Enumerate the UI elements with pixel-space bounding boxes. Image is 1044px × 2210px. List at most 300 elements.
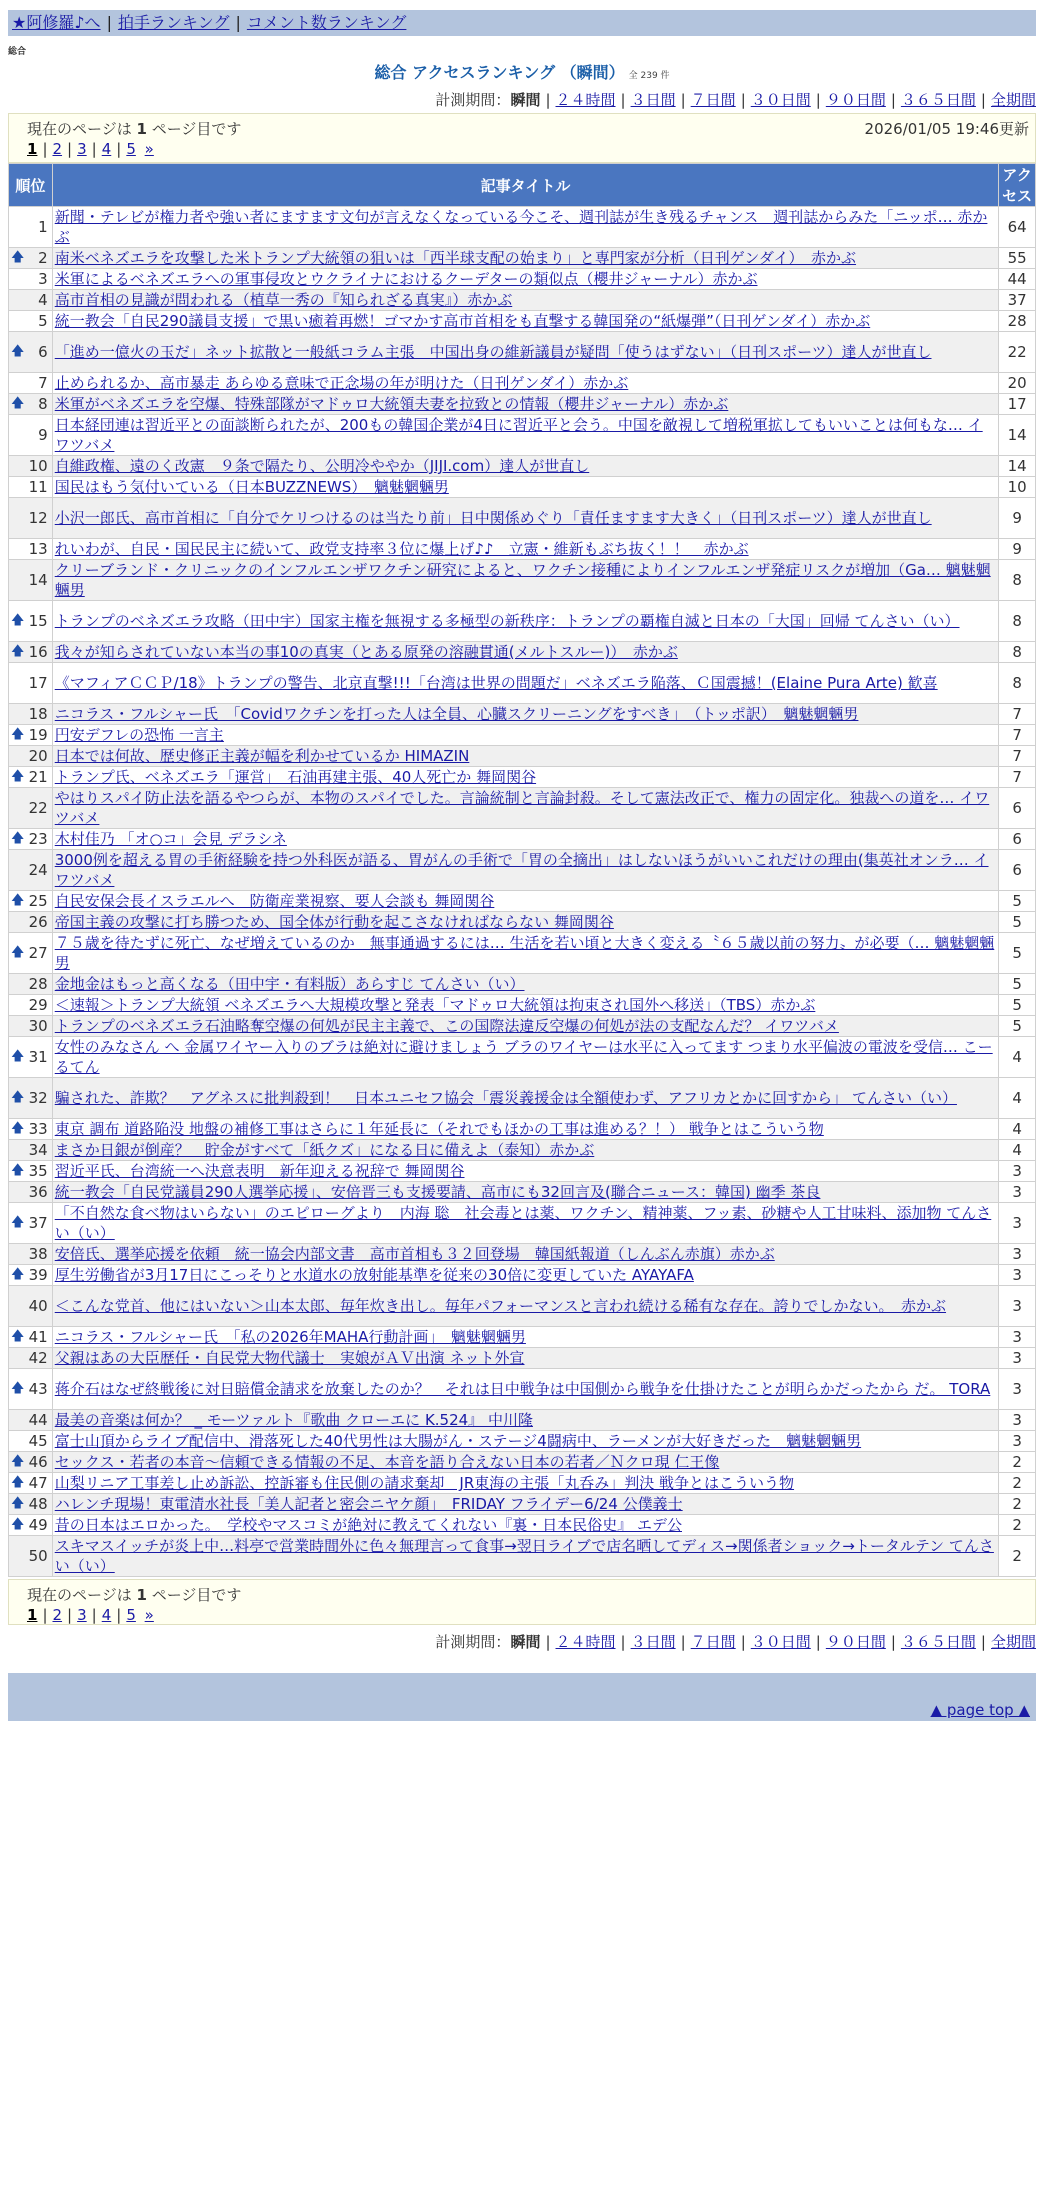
period-separator: | xyxy=(980,91,986,109)
title-cell xyxy=(52,1119,999,1140)
rank-cell xyxy=(9,1536,53,1577)
rank-cell xyxy=(9,560,53,601)
access-count: 8 xyxy=(999,560,1036,601)
period-option[interactable]: ２４時間 xyxy=(555,1633,616,1651)
rank-cell xyxy=(9,1203,53,1244)
current-page-suffix: ページ目です xyxy=(151,120,242,138)
rank-number: 45 xyxy=(28,1432,48,1450)
table-row xyxy=(9,1244,1036,1265)
current-page-number: 1 xyxy=(136,1586,147,1604)
article-title-link[interactable]: 富士山頂からライブ配信中、滑落死した40代男性は大腸がん・ステージ4闘病中、ラーメンが大好きだった 魑魅魍魎男 xyxy=(54,1432,862,1450)
rank-cell xyxy=(9,394,53,415)
page-separator: | xyxy=(42,1606,48,1624)
period-option[interactable]: ２４時間 xyxy=(555,91,616,109)
period-selector xyxy=(0,89,1036,109)
article-title-link[interactable]: クリーブランド・クリニックのインフルエンザワクチン研究によると、ワクチン接種によりインフルエンザ発症リスクが増加（Ga… 魑魅魍魎男 xyxy=(54,561,991,599)
article-title-link[interactable]: トランプのベネズエラ石油略奪空爆の何処が民主主義で、この国際法違反空爆の何処が法の支配なんだ？ イワツバメ xyxy=(54,1017,839,1035)
table-row xyxy=(9,642,1036,663)
rank-number: 41 xyxy=(28,1328,48,1346)
table-row xyxy=(9,311,1036,332)
rank-cell xyxy=(9,995,53,1016)
table-row xyxy=(9,725,1036,746)
rank-cell xyxy=(9,1161,53,1182)
access-count: 8 xyxy=(999,663,1036,704)
rank-number: 48 xyxy=(28,1495,48,1513)
article-title-link[interactable]: 国民はもう気付いている（日本BUZZNEWS） 魑魅魍魎男 xyxy=(54,478,449,496)
rank-number: 4 xyxy=(38,291,48,309)
access-count: 3 xyxy=(999,1369,1036,1410)
period-option[interactable]: ３０日間 xyxy=(750,1633,811,1651)
article-title-link[interactable]: 《マフィアＣＣＰ/18》トランプの警告、北京直撃!!!「台湾は世界の問題だ」ベネズエラ陥落、Ｃ国震撼！(Elaine Pura Arte) 歓喜 xyxy=(54,674,938,692)
rank-number: 10 xyxy=(28,457,48,475)
access-count: 20 xyxy=(999,373,1036,394)
title-cell xyxy=(52,290,999,311)
table-row xyxy=(9,207,1036,248)
rank-cell xyxy=(9,1265,53,1286)
title-cell xyxy=(52,663,999,704)
article-title-link[interactable]: 統一教会「自民290議員支援」で黒い癒着再燃！ゴマかす高市首相をも直撃する韓国発の“紙爆弾”（日刊ゲンダイ）赤かぶ xyxy=(54,312,871,330)
period-option[interactable]: ３６５日間 xyxy=(900,1633,976,1651)
title-cell xyxy=(52,332,999,373)
period-option[interactable]: ３６５日間 xyxy=(900,91,976,109)
rank-number: 47 xyxy=(28,1474,48,1492)
page-link[interactable]: 4 xyxy=(101,140,112,158)
article-title-link[interactable]: 自民安保会長イスラエルへ 防衛産業視察、要人会談も 舞岡関谷 xyxy=(54,892,495,910)
access-count: 28 xyxy=(999,311,1036,332)
period-separator: | xyxy=(815,1633,821,1651)
rank-up-arrow-icon: 🡅 xyxy=(11,1475,25,1490)
article-title-link[interactable]: 木村佳乃 「オ○コ」会見 デラシネ xyxy=(54,830,287,848)
access-count: 2 xyxy=(999,1494,1036,1515)
rank-up-arrow-icon: 🡅 xyxy=(11,250,25,265)
rank-cell xyxy=(9,456,53,477)
access-count: 9 xyxy=(999,539,1036,560)
rank-number: 37 xyxy=(28,1214,48,1232)
title-cell xyxy=(52,1286,999,1327)
page-link[interactable]: 1 xyxy=(27,140,38,158)
period-option[interactable]: ３０日間 xyxy=(750,91,811,109)
access-count: 4 xyxy=(999,1119,1036,1140)
table-row xyxy=(9,1327,1036,1348)
access-count: 3 xyxy=(999,1348,1036,1369)
rank-number: 30 xyxy=(28,1017,48,1035)
title-cell xyxy=(52,1369,999,1410)
access-count: 8 xyxy=(999,642,1036,663)
table-row xyxy=(9,1037,1036,1078)
rank-cell xyxy=(9,1431,53,1452)
article-title-link[interactable]: セックス・若者の本音〜信頼できる情報の不足、本音を語り合えない日本の若者／Ｎクロ現 仁王像 xyxy=(54,1453,720,1471)
page-top-bar xyxy=(8,1699,1036,1721)
period-option[interactable]: ９０日間 xyxy=(825,1633,886,1651)
page-link[interactable]: 3 xyxy=(77,140,87,158)
title-cell xyxy=(52,704,999,725)
article-title-link[interactable]: 「不自然な食べ物はいらない」のエピローグより 内海 聡 社会毒とは薬、ワクチン、精神薬、フッ素、砂糖や人工甘味料、添加物 てんさい（い） xyxy=(54,1204,992,1242)
rank-number: 20 xyxy=(28,747,48,765)
rank-number: 26 xyxy=(28,913,48,931)
table-row xyxy=(9,1265,1036,1286)
rank-up-arrow-icon: 🡅 xyxy=(11,1496,25,1511)
page-link[interactable]: 2 xyxy=(52,1606,63,1624)
article-title-link[interactable]: まさか日銀が倒産？ 貯金がすべて「紙クズ」になる日に備えよ（泰知）赤かぶ xyxy=(54,1141,595,1159)
nav-separator: | xyxy=(106,13,112,32)
access-count: 10 xyxy=(999,477,1036,498)
rank-cell xyxy=(9,1078,53,1119)
title-cell xyxy=(52,725,999,746)
title-cell xyxy=(52,1203,999,1244)
pagination-box-top xyxy=(8,113,1036,163)
rank-number: 24 xyxy=(28,861,48,879)
title-cell xyxy=(52,1410,999,1431)
access-count: 9 xyxy=(999,498,1036,539)
table-row xyxy=(9,850,1036,891)
title-cell xyxy=(52,1265,999,1286)
period-separator: | xyxy=(890,91,896,109)
rank-cell xyxy=(9,1369,53,1410)
access-count: 3 xyxy=(999,1161,1036,1182)
rank-number: 35 xyxy=(28,1162,48,1180)
page-separator: | xyxy=(91,140,97,158)
table-row xyxy=(9,498,1036,539)
page-links xyxy=(27,140,154,158)
title-cell xyxy=(52,1473,999,1494)
title-cell xyxy=(52,498,999,539)
access-count: 6 xyxy=(999,829,1036,850)
period-separator: | xyxy=(680,1633,686,1651)
article-count: 全 239 件 xyxy=(628,71,670,81)
table-row xyxy=(9,1182,1036,1203)
rank-cell xyxy=(9,788,53,829)
rank-number: 50 xyxy=(28,1547,48,1565)
clap-ranking-link[interactable]: 拍手ランキング xyxy=(117,13,230,32)
page-separator: | xyxy=(91,1606,97,1624)
table-row xyxy=(9,704,1036,725)
page-title-text: 総合 アクセスランキング （瞬間） xyxy=(374,63,625,82)
title-cell xyxy=(52,767,999,788)
article-title-link[interactable]: 金地金はもっと高くなる（田中宇・有料版）あらすじ てんさい（い） xyxy=(54,975,525,993)
period-option: 瞬間 xyxy=(510,91,541,109)
access-count: 4 xyxy=(999,1078,1036,1119)
rank-cell xyxy=(9,477,53,498)
table-row xyxy=(9,415,1036,456)
article-title-link[interactable]: 我々が知らされていない本当の事10の真実（とある原発の溶融貫通(メルトスルー)） 赤かぶ xyxy=(54,643,678,661)
article-title-link[interactable]: スキマスイッチが炎上中…料亭で営業時間外に色々無理言って食事→翌日ライブで店名晒してディス→関係者ショック→トータルテン てんさい（い） xyxy=(54,1537,994,1575)
access-count: 2 xyxy=(999,1452,1036,1473)
rank-number: 17 xyxy=(28,674,48,692)
table-row xyxy=(9,1078,1036,1119)
period-option[interactable]: 全期間 xyxy=(990,91,1036,109)
rank-number: 36 xyxy=(28,1183,48,1201)
article-title-link[interactable]: 「進め一億火の玉だ」ネット拡散と一般紙コラム主張 中国出身の維新議員が疑問「使うはずない」（日刊スポーツ）達人が世直し xyxy=(54,343,932,361)
title-cell xyxy=(52,1348,999,1369)
title-cell xyxy=(52,1327,999,1348)
title-cell xyxy=(52,1431,999,1452)
rank-up-arrow-icon: 🡅 xyxy=(11,831,25,846)
table-row xyxy=(9,539,1036,560)
page-link[interactable]: 3 xyxy=(77,1606,87,1624)
article-title-link[interactable]: トランプ氏、ベネズエラ「運営」 石油再建主張、40人死亡か 舞岡関谷 xyxy=(54,768,537,786)
rank-up-arrow-icon: 🡅 xyxy=(11,1517,25,1532)
rank-cell xyxy=(9,746,53,767)
period-separator: | xyxy=(740,91,746,109)
access-count: 7 xyxy=(999,767,1036,788)
rank-number: 38 xyxy=(28,1245,48,1263)
current-page-info xyxy=(27,118,241,139)
table-row xyxy=(9,248,1036,269)
rank-number: 34 xyxy=(28,1141,48,1159)
article-title-link[interactable]: 南米ベネズエラを攻撃した米トランプ大統領の狙いは「西半球支配の始まり」と専門家が分析（日刊ゲンダイ） 赤かぶ xyxy=(54,249,857,267)
rank-cell xyxy=(9,1244,53,1265)
access-count: 6 xyxy=(999,788,1036,829)
rank-cell xyxy=(9,1016,53,1037)
rank-cell xyxy=(9,725,53,746)
period-option[interactable]: 全期間 xyxy=(990,1633,1036,1651)
article-title-link[interactable]: 3000例を超える胃の手術経験を持つ外科医が語る、胃がんの手術で「胃の全摘出」はしないほうがいいこれだけの理由(集英社オンラ… イワツバメ xyxy=(54,851,989,889)
article-title-link[interactable]: 女性のみなさん へ 金属ワイヤー入りのブラは絶対に避けましょう ブラのワイヤーは水平に入ってます つまり水平偏波の電波を受信… こーるてん xyxy=(54,1038,993,1076)
rank-cell xyxy=(9,539,53,560)
article-title-link[interactable]: 最美の音楽は何か？ _ モーツァルト『歌曲 クローエに K.524』 中川隆 xyxy=(54,1411,533,1429)
article-title-link[interactable]: 日本では何故、歴史修正主義が幅を利かせているか HIMAZIN xyxy=(54,747,470,765)
article-title-link[interactable]: 山梨リニア工事差し止め訴訟、控訴審も住民側の請求棄却 JR東海の主張「丸呑み」判決 戦争とはこういう物 xyxy=(54,1474,795,1492)
rank-cell xyxy=(9,1327,53,1348)
access-count: 3 xyxy=(999,1327,1036,1348)
article-title-link[interactable]: トランプのベネズエラ攻略（田中宇）国家主権を無視する多極型の新秩序：トランプの覇権自滅と日本の「大国」回帰 てんさい（い） xyxy=(54,612,960,630)
page-separator: | xyxy=(67,1606,73,1624)
rank-cell xyxy=(9,248,53,269)
access-count: 5 xyxy=(999,1016,1036,1037)
article-title-link[interactable]: 統一教会「自民党議員290人選挙応援」、安倍晋三も支援要請、高市にも32回言及(聯合ニュース：韓国) 幽季 茶良 xyxy=(54,1183,821,1201)
article-title-link[interactable]: 習近平氏、台湾統一へ決意表明 新年迎える祝辞で 舞岡関谷 xyxy=(54,1162,465,1180)
rank-up-arrow-icon: 🡅 xyxy=(11,1454,25,1469)
rank-up-arrow-icon: 🡅 xyxy=(11,1215,25,1230)
page-separator: | xyxy=(67,140,73,158)
rank-number: 3 xyxy=(38,270,48,288)
rank-number: 8 xyxy=(38,395,48,413)
page-separator: | xyxy=(42,140,48,158)
article-title-link[interactable]: 安倍氏、選挙応援を依頼 統一協会内部文書 高市首相も３２回登場 韓国紙報道（しんぶん赤旗）赤かぶ xyxy=(54,1245,775,1263)
rank-number: 15 xyxy=(28,612,48,630)
table-row xyxy=(9,290,1036,311)
table-row xyxy=(9,456,1036,477)
article-title-link[interactable]: ニコラス・フルシャー氏 「Covidワクチンを打った人は全員、心臓スクリーニングをすべき」 （トッポ訳） 魑魅魍魎男 xyxy=(54,705,859,723)
article-title-link[interactable]: ニコラス・フルシャー氏 「私の2026年MAHA行動計画」 魑魅魍魎男 xyxy=(54,1328,526,1346)
rank-up-arrow-icon: 🡅 xyxy=(11,1267,25,1282)
rank-cell xyxy=(9,1473,53,1494)
access-count: 7 xyxy=(999,725,1036,746)
rank-cell xyxy=(9,933,53,974)
rank-cell xyxy=(9,642,53,663)
article-title-link[interactable]: 自維政権、遠のく改憲 ９条で隔たり、公明冷ややか（JIJI.com）達人が世直し xyxy=(54,457,590,475)
article-title-link[interactable]: れいわが、自民・国民民主に続いて、政党支持率３位に爆上げ♪♪ 立憲・維新もぶち抜く！！ 赤かぶ xyxy=(54,540,749,558)
current-page-prefix: 現在のページは xyxy=(27,1586,132,1604)
article-title-link[interactable]: ＜こんな党首、他にはいない＞山本太郎、毎年炊き出し。毎年パフォーマンスと言われ続ける稀有な存在。誇りでしかない。 赤かぶ xyxy=(54,1297,947,1315)
access-count: 3 xyxy=(999,1410,1036,1431)
page-link[interactable]: 1 xyxy=(27,1606,38,1624)
rank-cell xyxy=(9,1140,53,1161)
title-cell xyxy=(52,1037,999,1078)
access-count: 3 xyxy=(999,1286,1036,1327)
rank-number: 16 xyxy=(28,643,48,661)
footer-bar xyxy=(8,1673,1036,1699)
period-separator: | xyxy=(680,91,686,109)
table-row xyxy=(9,373,1036,394)
title-cell xyxy=(52,1536,999,1577)
title-cell xyxy=(52,933,999,974)
rank-number: 13 xyxy=(28,540,48,558)
article-title-link[interactable]: 蒋介石はなぜ終戦後に対日賠償金請求を放棄したのか？ それは日中戦争は中国側から戦争を仕掛けたことが明らかだったから だ。 TORA xyxy=(54,1380,991,1398)
article-title-link[interactable]: やはりスパイ防止法を語るやつらが、本物のスパイでした。言論統制と言論封殺。そして憲法改正で、権力の固定化。独裁への道を… イワツバメ xyxy=(54,789,990,827)
article-title-link[interactable]: ハレンチ現場！東電清水社長「美人記者と密会ニヤケ顔」 FRIDAY フライデー6/24 公僕義士 xyxy=(54,1495,683,1513)
title-cell xyxy=(52,974,999,995)
title-cell xyxy=(52,642,999,663)
period-separator: | xyxy=(890,1633,896,1651)
comment-ranking-link[interactable]: コメント数ランキング xyxy=(246,13,407,32)
article-title-link[interactable]: ７５歳を待たずに死亡、なぜ増えているのか 無事通過するには… 生活を若い頃と大きく変える〝６５歳以前の努力〟が必要（… 魑魅魍魎男 xyxy=(54,934,995,972)
access-count: 6 xyxy=(999,850,1036,891)
rank-number: 9 xyxy=(38,426,48,444)
page-separator: | xyxy=(116,140,122,158)
table-row xyxy=(9,601,1036,642)
table-row xyxy=(9,269,1036,290)
article-title-link[interactable]: 米軍によるベネズエラへの軍事侵攻とウクライナにおけるクーデターの類似点（櫻井ジャーナル）赤かぶ xyxy=(54,270,758,288)
access-count: 17 xyxy=(999,394,1036,415)
nav-separator: | xyxy=(235,13,241,32)
access-count: 14 xyxy=(999,456,1036,477)
table-row xyxy=(9,332,1036,373)
rank-cell xyxy=(9,1119,53,1140)
rank-number: 28 xyxy=(28,975,48,993)
rank-number: 1 xyxy=(38,218,48,236)
rank-cell xyxy=(9,767,53,788)
page-top-link[interactable]: ▲ page top ▲ xyxy=(930,1701,1030,1719)
rank-up-arrow-icon: 🡅 xyxy=(11,945,25,960)
ranking-table xyxy=(8,163,1036,1577)
next-page-link[interactable]: » xyxy=(144,1606,154,1624)
rank-number: 42 xyxy=(28,1349,48,1367)
updated-timestamp: 2026/01/05 19:46更新 xyxy=(864,120,1029,138)
rank-up-arrow-icon: 🡅 xyxy=(11,769,25,784)
table-row xyxy=(9,663,1036,704)
rank-number: 19 xyxy=(28,726,48,744)
rank-cell xyxy=(9,1515,53,1536)
rank-number: 32 xyxy=(28,1089,48,1107)
rank-number: 5 xyxy=(38,312,48,330)
next-page-link[interactable]: » xyxy=(144,140,154,158)
access-count: 5 xyxy=(999,891,1036,912)
rank-number: 23 xyxy=(28,830,48,848)
access-count: 22 xyxy=(999,332,1036,373)
rank-cell xyxy=(9,850,53,891)
article-title-link[interactable]: 高市首相の見識が問われる（植草一秀の『知られざる真実』）赤かぶ xyxy=(54,291,513,309)
title-cell xyxy=(52,1452,999,1473)
col-header-rank: 順位 xyxy=(9,164,53,207)
title-cell xyxy=(52,1078,999,1119)
article-title-link[interactable]: 米軍がベネズエラを空爆、特殊部隊がマドゥロ大統領夫妻を拉致との情報（櫻井ジャーナル）赤かぶ xyxy=(54,395,729,413)
title-cell xyxy=(52,1182,999,1203)
pagination-box-bottom xyxy=(8,1579,1036,1625)
access-count: 5 xyxy=(999,933,1036,974)
rank-cell xyxy=(9,974,53,995)
rank-up-arrow-icon: 🡅 xyxy=(11,344,25,359)
page-link[interactable]: 5 xyxy=(126,140,136,158)
table-row xyxy=(9,1140,1036,1161)
period-option[interactable]: ７日間 xyxy=(690,91,736,109)
rank-number: 21 xyxy=(28,768,48,786)
table-row xyxy=(9,1369,1036,1410)
access-count: 64 xyxy=(999,207,1036,248)
category-tag: 総合 xyxy=(8,47,27,57)
rank-number: 11 xyxy=(28,478,48,496)
table-row xyxy=(9,1286,1036,1327)
article-title-link[interactable]: 新聞・テレビが権力者や強い者にますます文句が言えなくなっている今こそ、週刊誌が生き残るチャンス 週刊誌からみた「ニッポ… 赤かぶ xyxy=(54,208,988,246)
table-row xyxy=(9,933,1036,974)
current-page-prefix: 現在のページは xyxy=(27,120,132,138)
period-option[interactable]: ３日間 xyxy=(630,91,676,109)
title-cell xyxy=(52,560,999,601)
period-option[interactable]: ９０日間 xyxy=(825,91,886,109)
page-link[interactable]: 5 xyxy=(126,1606,136,1624)
table-row xyxy=(9,1452,1036,1473)
article-title-link[interactable]: 昔の日本はエロかった。 学校やマスコミが絶対に教えてくれない『裏・日本民俗史』 エデ公 xyxy=(54,1516,682,1534)
period-option[interactable]: ３日間 xyxy=(630,1633,676,1651)
article-title-link[interactable]: 円安デフレの恐怖 一言主 xyxy=(54,726,224,744)
article-title-link[interactable]: 止められるか、高市暴走 あらゆる意味で正念場の年が明けた（日刊ゲンダイ）赤かぶ xyxy=(54,374,629,392)
rank-number: 12 xyxy=(28,509,48,527)
rank-cell xyxy=(9,829,53,850)
article-title-link[interactable]: 小沢一郎氏、高市首相に「自分でケリつけるのは当たり前」日中関係めぐり「責任ますます大きく」（日刊スポーツ）達人が世直し xyxy=(54,509,932,527)
rank-number: 33 xyxy=(28,1120,48,1138)
title-cell xyxy=(52,912,999,933)
rank-cell xyxy=(9,912,53,933)
page-link[interactable]: 2 xyxy=(52,140,63,158)
rank-number: 31 xyxy=(28,1048,48,1066)
access-count: 3 xyxy=(999,1203,1036,1244)
article-title-link[interactable]: 日本経団連は習近平との面談断られたが、200もの韓国企業が4日に習近平と会う。中国を敵視して増税軍拡してもいいことは何もな… イワツバメ xyxy=(54,416,983,454)
table-row xyxy=(9,746,1036,767)
access-count: 7 xyxy=(999,746,1036,767)
rank-up-arrow-icon: 🡅 xyxy=(11,1090,25,1105)
rank-cell xyxy=(9,1182,53,1203)
rank-cell xyxy=(9,891,53,912)
access-count: 2 xyxy=(999,1515,1036,1536)
period-option[interactable]: ７日間 xyxy=(690,1633,736,1651)
title-cell xyxy=(52,829,999,850)
rank-cell xyxy=(9,704,53,725)
article-title-link[interactable]: 東京 調布 道路陥没 地盤の補修工事はさらに１年延長に（それでもほかの工事は進める？！） 戦争とはこういう物 xyxy=(54,1120,824,1138)
access-count: 55 xyxy=(999,248,1036,269)
article-title-link[interactable]: ＜速報＞トランプ大統領 ベネズエラへ大規模攻撃と発表「マドゥロ大統領は拘束され国外へ移送」（TBS）赤かぶ xyxy=(54,996,816,1014)
title-cell xyxy=(52,1244,999,1265)
article-title-link[interactable]: 騙された、詐欺？ アグネスに批判殺到！ 日本ユニセフ協会「震災義援金は全額使わず、アフリカとかに回すから」 てんさい（い） xyxy=(54,1089,957,1107)
period-separator: | xyxy=(740,1633,746,1651)
access-count: 5 xyxy=(999,912,1036,933)
rank-cell xyxy=(9,663,53,704)
rank-number: 7 xyxy=(38,374,48,392)
rank-cell xyxy=(9,269,53,290)
page-link[interactable]: 4 xyxy=(101,1606,112,1624)
rank-cell xyxy=(9,311,53,332)
article-title-link[interactable]: 父親はあの大臣歴任・自民党大物代議士 実娘がＡＶ出演 ネット外宣 xyxy=(54,1349,525,1367)
article-title-link[interactable]: 帝国主義の攻撃に打ち勝つため、国全体が行動を起こさなければならない 舞岡関谷 xyxy=(54,913,614,931)
period-separator: | xyxy=(815,91,821,109)
rank-number: 40 xyxy=(28,1297,48,1315)
title-cell xyxy=(52,1515,999,1536)
rank-up-arrow-icon: 🡅 xyxy=(11,1049,25,1064)
article-title-link[interactable]: 厚生労働省が3月17日にこっそりと水道水の放射能基準を従来の30倍に変更していた AYAYAFA xyxy=(54,1266,694,1284)
access-count: 14 xyxy=(999,415,1036,456)
rank-cell xyxy=(9,1410,53,1431)
home-link[interactable]: ★阿修羅♪へ xyxy=(12,13,101,32)
title-cell xyxy=(52,1016,999,1037)
